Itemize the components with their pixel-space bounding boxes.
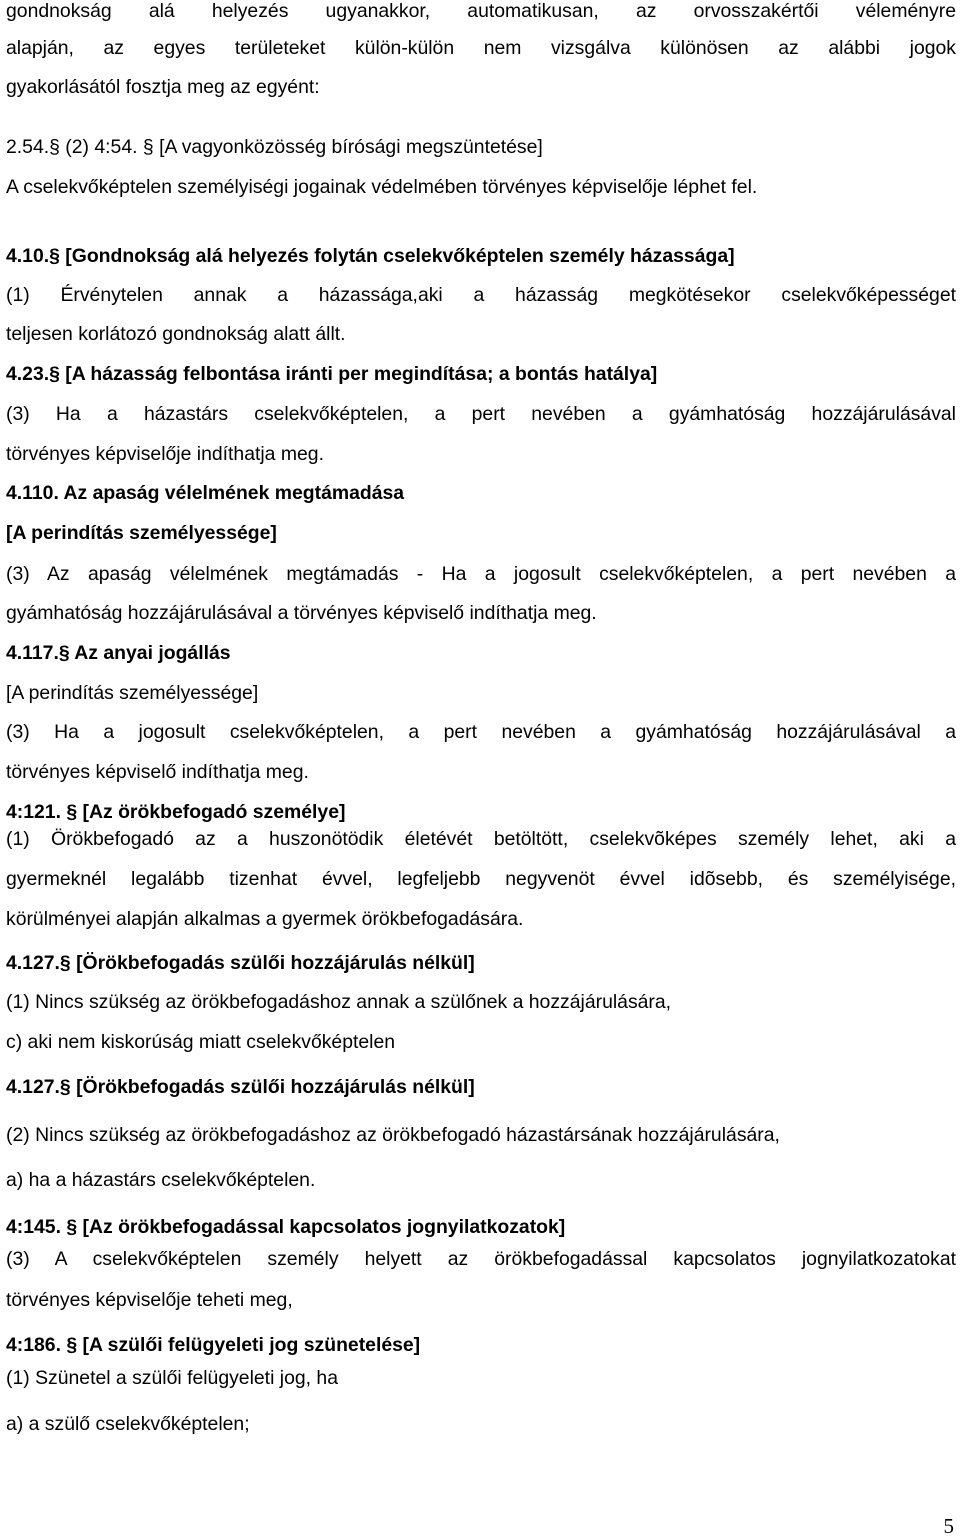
text-line: (1) Nincs szükség az örökbefogadáshoz annak a szülőnek a hozzájárulására,: [6, 991, 672, 1013]
text-line: teljesen korlátozó gondnokság alatt állt.: [6, 323, 346, 345]
text-line: gyermeknél legalább tizenhat évvel, legfeljebb negyvenöt évvel idõsebb, és személyisége,: [6, 868, 956, 890]
section-heading: 4.127.§ [Örökbefogadás szülői hozzájárulás nélkül]: [6, 1076, 475, 1098]
text-line: gyámhatóság hozzájárulásával a törvényes képviselő indíthatja meg.: [6, 602, 597, 624]
text-line: körülményei alapján alkalmas a gyermek örökbefogadására.: [6, 908, 524, 930]
text-line: gyakorlásától fosztja meg az egyént:: [6, 76, 320, 98]
section-heading: 2.54.§ (2) 4:54. § [A vagyonközösség bírósági megszüntetése]: [6, 136, 543, 158]
text-line: a) a szülő cselekvőképtelen;: [6, 1413, 250, 1435]
section-subheading: [A perindítás személyessége]: [6, 682, 259, 704]
section-subheading: [A perindítás személyessége]: [6, 522, 277, 544]
text-line: törvényes képviselő indíthatja meg.: [6, 761, 309, 783]
section-heading: 4.10.§ [Gondnokság alá helyezés folytán cselekvőképtelen személy házassága]: [6, 245, 735, 267]
section-heading: 4.110. Az apaság vélelmének megtámadása: [6, 482, 405, 504]
section-heading: 4:186. § [A szülői felügyeleti jog szünetelése]: [6, 1334, 421, 1356]
text-line: (2) Nincs szükség az örökbefogadáshoz az örökbefogadó házastársának hozzájárulására,: [6, 1124, 780, 1146]
section-heading: 4.23.§ [A házasság felbontása iránti per megindítása; a bontás hatálya]: [6, 363, 658, 385]
text-line: A cselekvőképtelen személyiségi jogainak védelmében törvényes képviselője léphet fel.: [6, 176, 758, 198]
text-line: (1) Érvénytelen annak a házassága,aki a házasság megkötésekor cselekvőképességet: [6, 284, 956, 306]
text-line: a) ha a házastárs cselekvőképtelen.: [6, 1169, 316, 1191]
text-line: c) aki nem kiskorúság miatt cselekvőképtelen: [6, 1031, 396, 1053]
section-heading: 4:121. § [Az örökbefogadó személye]: [6, 801, 346, 823]
page-number: 5: [943, 1514, 954, 1538]
text-line: gondnokság alá helyezés ugyanakkor, automatikusan, az orvosszakértői véleményre: [6, 0, 956, 22]
text-line: (1) Örökbefogadó az a huszonötödik életévét betöltött, cselekvõképes személy lehet, aki a: [6, 828, 956, 850]
text-line: törvényes képviselője indíthatja meg.: [6, 443, 324, 465]
section-heading: 4:145. § [Az örökbefogadással kapcsolatos jognyilatkozatok]: [6, 1216, 566, 1238]
text-line: (3) Ha a jogosult cselekvőképtelen, a pert nevében a gyámhatóság hozzájárulásával a: [6, 721, 956, 743]
text-line: alapján, az egyes területeket külön-külön nem vizsgálva különösen az alábbi jogok: [6, 37, 956, 59]
text-line: (3) Az apaság vélelmének megtámadás - Ha a jogosult cselekvőképtelen, a pert nevében a: [6, 563, 956, 585]
text-line: (3) A cselekvőképtelen személy helyett az örökbefogadással kapcsolatos jognyilatkozatokat: [6, 1248, 956, 1270]
text-line: törvényes képviselője teheti meg,: [6, 1289, 293, 1311]
section-heading: 4.117.§ Az anyai jogállás: [6, 642, 231, 664]
text-line: (1) Szünetel a szülői felügyeleti jog, ha: [6, 1367, 338, 1389]
text-line: (3) Ha a házastárs cselekvőképtelen, a pert nevében a gyámhatóság hozzájárulásával: [6, 403, 956, 425]
section-heading: 4.127.§ [Örökbefogadás szülői hozzájárulás nélkül]: [6, 952, 475, 974]
